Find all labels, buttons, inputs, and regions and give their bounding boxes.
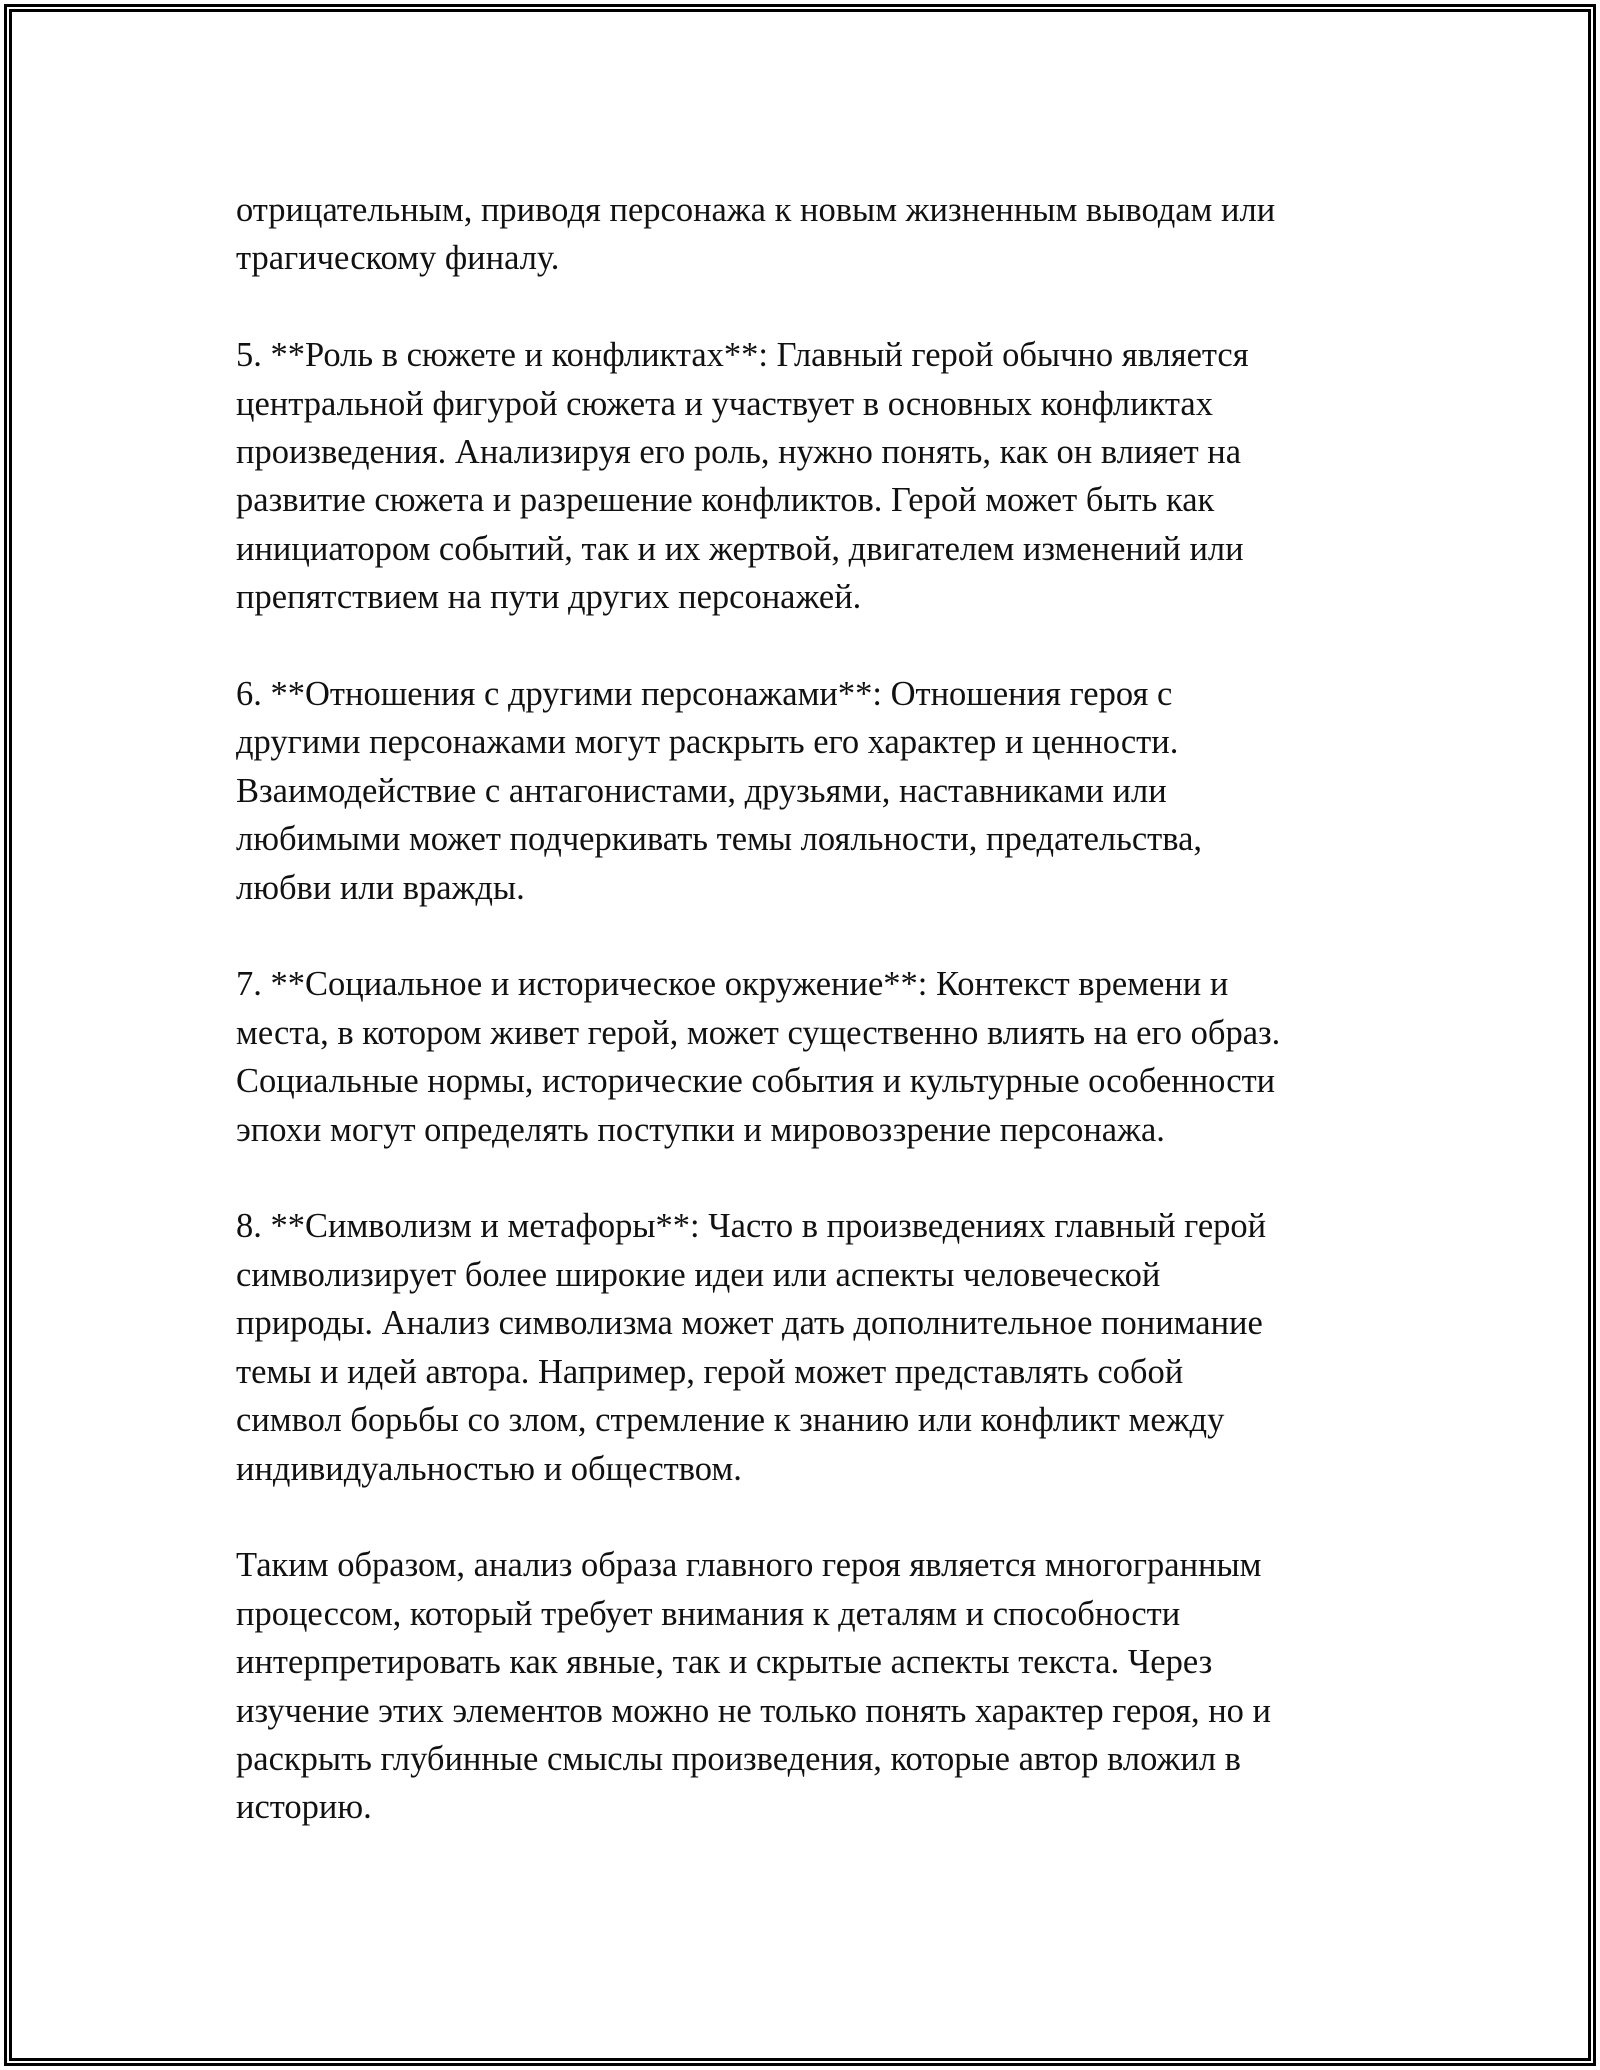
paragraph-item-7 xyxy=(236,960,1366,1154)
text-line: препятствием на пути других персонажей. xyxy=(236,578,862,617)
text-line: темы и идей автора. Например, герой может представлять собой xyxy=(236,1352,1184,1391)
text-line: Взаимодействие с антагонистами, друзьями, наставниками или xyxy=(236,771,1167,810)
text-line: раскрыть глубинные смыслы произведения, которые автор вложил в xyxy=(236,1739,1241,1778)
text-line: отрицательным, приводя персонажа к новым жизненным выводам или xyxy=(236,191,1276,229)
text-line: инициатором событий, так и их жертвой, двигателем изменений или xyxy=(236,529,1244,568)
text-line: трагическому финалу. xyxy=(236,239,560,278)
document-body xyxy=(236,186,1366,1880)
paragraph-item-5 xyxy=(236,331,1366,621)
text-line: центральной фигурой сюжета и участвует в основных конфликтах xyxy=(236,384,1213,423)
text-line: 6. **Отношения с другими персонажами**: Отношения героя с xyxy=(236,675,1173,714)
text-line: изучение этих элементов можно не только понять характер героя, но и xyxy=(236,1691,1272,1730)
text-line: эпохи могут определять поступки и мировоззрение персонажа. xyxy=(236,1110,1165,1149)
text-line: историю. xyxy=(236,1788,372,1827)
text-line: места, в котором живет герой, может существенно влиять на его образ. xyxy=(236,1013,1281,1052)
text-line: символизирует более широкие идеи или аспекты человеческой xyxy=(236,1255,1161,1294)
text-line: любви или вражды. xyxy=(236,868,525,907)
text-line: другими персонажами могут раскрыть его характер и ценности. xyxy=(236,723,1179,762)
text-line: произведения. Анализируя его роль, нужно понять, как он влияет на xyxy=(236,433,1242,472)
paragraph-item-6 xyxy=(236,670,1366,912)
text-line: 7. **Социальное и историческое окружение**: Контекст времени и xyxy=(236,965,1229,1004)
text-line: процессом, который требует внимания к деталям и способности xyxy=(236,1594,1181,1633)
text-line: природы. Анализ символизма может дать дополнительное понимание xyxy=(236,1304,1263,1343)
text-line: Таким образом, анализ образа главного героя является многогранным xyxy=(236,1546,1262,1585)
text-line: символ борьбы со злом, стремление к знанию или конфликт между xyxy=(236,1401,1225,1440)
text-line: 5. **Роль в сюжете и конфликтах**: Главный герой обычно является xyxy=(236,336,1249,375)
text-line: Социальные нормы, исторические события и культурные особенности xyxy=(236,1062,1276,1101)
text-line: интерпретировать как явные, так и скрытые аспекты текста. Через xyxy=(236,1643,1213,1682)
text-line: индивидуальностью и обществом. xyxy=(236,1449,742,1488)
paragraph-item-8 xyxy=(236,1202,1366,1492)
text-line: любимыми может подчеркивать темы лояльности, предательства, xyxy=(236,820,1203,859)
text-line: 8. **Символизм и метафоры**: Часто в произведениях главный герой xyxy=(236,1207,1267,1246)
paragraph-conclusion xyxy=(236,1541,1366,1831)
paragraph-continuation xyxy=(236,186,1366,283)
text-line: развитие сюжета и разрешение конфликтов. Герой может быть как xyxy=(236,481,1215,520)
